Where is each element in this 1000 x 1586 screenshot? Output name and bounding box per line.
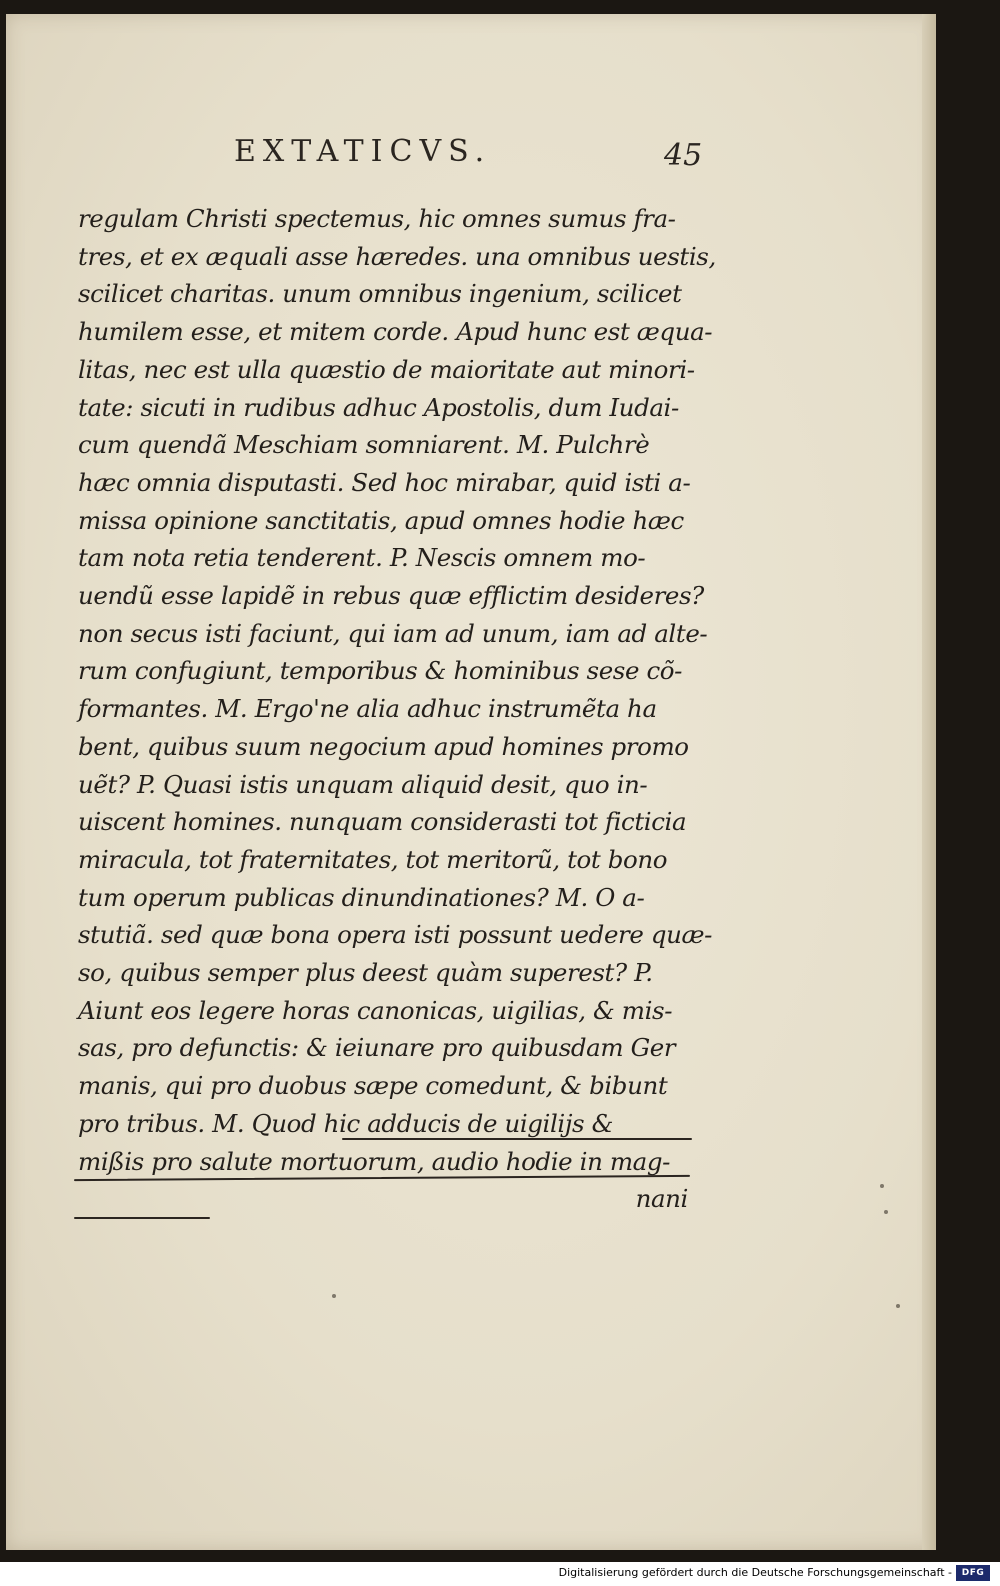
text-line: miracula, tot fraternitates, tot meritorũ, tot bono — [78, 844, 668, 874]
text-line: non secus isti faciunt, qui iam ad unum, iam ad alte- — [78, 618, 708, 648]
text-line: scilicet charitas. unum omnibus ingenium, scilicet — [78, 279, 682, 309]
dfg-logo: DFG — [956, 1565, 990, 1581]
ink-speck — [896, 1304, 900, 1308]
funding-credit: Digitalisierung gefördert durch die Deutsche Forschungsgemeinschaft - — [558, 1566, 952, 1579]
text-line: tum operum publicas dinundinationes? M. O a- — [78, 882, 645, 912]
text-line: mißis pro salute mortuorum, audio hodie in mag- — [78, 1146, 671, 1176]
text-line: humilem esse, et mitem corde. Apud hunc est æqua- — [78, 317, 713, 347]
text-line: hæc omnia disputasti. Sed hoc mirabar, quid isti a- — [78, 467, 691, 497]
text-line: tres, et ex æquali asse hæredes. una omnibus uestis, — [78, 241, 716, 271]
ink-underline — [74, 1217, 210, 1219]
text-line: tam nota retia tenderent. P. Nescis omnem mo- — [78, 543, 646, 573]
text-line: uendũ esse lapidẽ in rebus quæ efflictim desideres? — [78, 581, 704, 611]
text-line: pro tribus. M. Quod hic adducis de uigilijs & — [78, 1108, 614, 1138]
ink-speck — [884, 1210, 888, 1214]
text-line: litas, nec est ulla quæstio de maioritate aut minori- — [78, 354, 695, 384]
page-header — [6, 134, 936, 184]
footer-bar — [0, 1562, 1000, 1586]
text-line: stutiã. sed quæ bona opera isti possunt uedere quæ- — [78, 920, 713, 950]
ink-speck — [332, 1294, 336, 1298]
text-line: cum quendã Meschiam somniarent. M. Pulchrè — [78, 430, 650, 460]
page-edge — [922, 14, 936, 1550]
page-number: 45 — [664, 138, 703, 173]
text-line: missa opinione sanctitatis, apud omnes hodie hæc — [78, 505, 684, 535]
text-line: manis, qui pro duobus sæpe comedunt, & bibunt — [78, 1071, 668, 1101]
text-line: uẽt? P. Quasi istis unquam aliquid desit, quo in- — [78, 769, 648, 799]
ink-speck — [880, 1184, 884, 1188]
ink-underline — [342, 1138, 692, 1140]
text-line: bent, quibus suum negocium apud homines promo — [78, 731, 689, 761]
text-line: tate: sicuti in rudibus adhuc Apostolis, dum Iudai- — [78, 392, 679, 422]
text-line: uiscent homines. nunquam considerasti tot ficticia — [78, 807, 687, 837]
text-line: so, quibus semper plus deest quàm superest? P. — [78, 958, 653, 988]
running-title: EXTATICVS. — [234, 134, 492, 169]
text-line: formantes. M. Ergo'ne alia adhuc instrumẽta ha — [78, 694, 657, 724]
text-line: rum confugiunt, temporibus & hominibus sese cõ- — [78, 656, 683, 686]
text-line: sas, pro defunctis: & ieiunare pro quibusdam Ger — [78, 1033, 676, 1063]
text-line: regulam Christi spectemus, hic omnes sumus fra- — [78, 204, 676, 233]
catchword: nani — [635, 1184, 688, 1214]
text-line: Aiunt eos legere horas canonicas, uigilias, & mis- — [78, 995, 673, 1025]
body-text — [78, 200, 718, 1218]
book-page — [6, 14, 936, 1550]
